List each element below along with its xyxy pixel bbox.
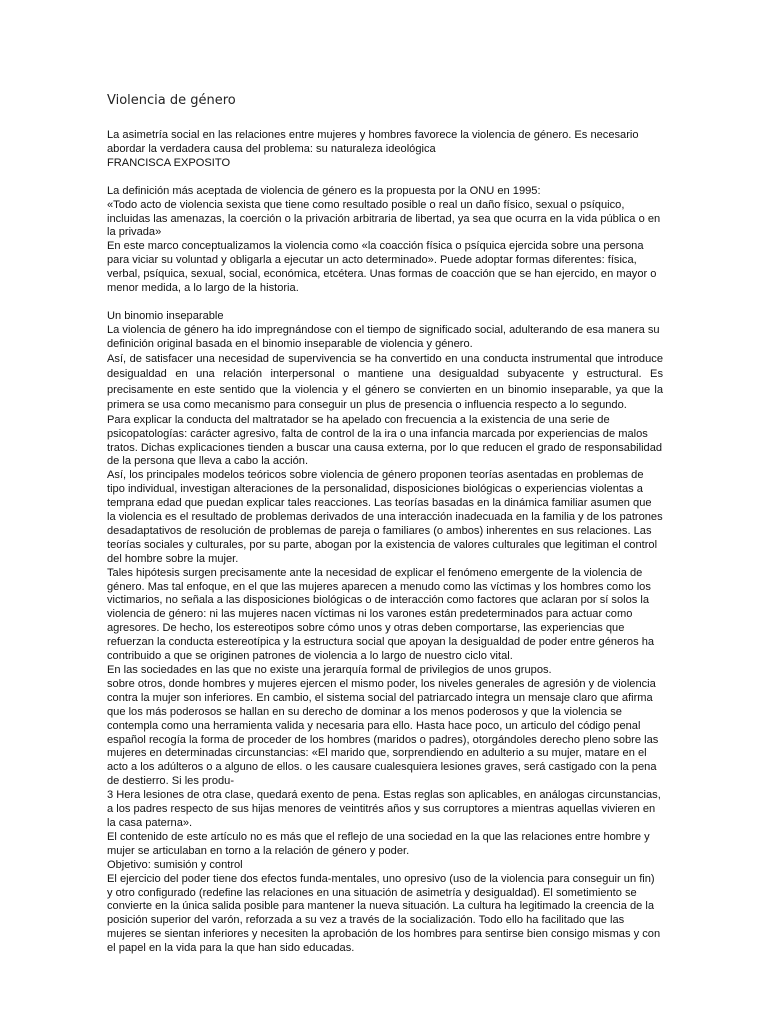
body-paragraph: Tales hipótesis surgen precisamente ante la necesidad de explicar el fenómeno emergente de la violencia de género. Mas tal enfoque, en el que las mujeres aparecen a menudo como las víctimas y los hombres como los victimarios, no señala a las disposiciones biológicas o de interacción como factores que aclaran por sí solos la violencia de género: ni las mujeres nacen víctimas ni los varones están predeterminados para actuar como agresores. De hecho, los estereotipos sobre cómo unos y otras deben comportarse, las experiencias que refuerzan la conducta estereotípica y la estructura social que apoyan la desigualdad de poder entre géneros ha contribuido a que se originen patrones de violencia a lo largo de nuestro ciclo vital.: [107, 566, 655, 663]
body-paragraph: Así, los principales modelos teóricos sobre violencia de género proponen teorías asentadas en problemas de tipo individual, investigan alteraciones de la personalidad, disposiciones biológicas o experiencias violentas a temprana edad que puedan explicar tales reacciones. Las teorías basadas en la dinámica familiar asumen que la violencia es el resultado de problemas derivados de una interacción inadecuada en la familia y de los patrones desadaptativos de resolución de problemas de pareja o familiares (o ambos) inherentes en sus relaciones. Las teorías sociales y culturales, por su parte, abogan por la existencia de valores culturales que legitiman el control del hombre sobre la mujer.: [107, 469, 663, 565]
definition-lead: La definición más aceptada de violencia de género es la propuesta por la ONU en 1995:: [107, 184, 541, 197]
body-paragraph: sobre otros, donde hombres y mujeres ejercen el mismo poder, los niveles generales de agresión y de violencia contra la mujer son inferiores. En cambio, el sistema social del patriarcado integra un mensaje claro que afirma que los más poderosos se hallan en su derecho de dominar a los menos poderosos y que la violencia se contempla como una herramienta valida y necesaria para ello. Hasta hace poco, un articulo del código penal español recogía la forma de proceder de los hombres (maridos o padres), otorgándoles derecho pleno sobre las mujeres en determinadas circunstancias: «El marido que, sorprendiendo en adulterio a su mujer, matare en el acto a los adúlteros o a alguno de ellos. o les causare cualesquiera lesiones graves, será castigado con la pena de destierro. Si les produ-: [107, 677, 659, 788]
section-heading: Un binomio inseparable: [107, 309, 224, 322]
section-heading: Objetivo: sumisión y control: [107, 858, 243, 871]
body-paragraph: 3 Hera lesiones de otra clase, quedará exento de pena. Estas reglas son aplicables, en análogas circunstancias, a los padres respecto de sus hijas menores de veintitrés años y sus corruptores a mientras aquellas vivieren en la casa paterna».: [107, 789, 661, 829]
article-subtitle: La asimetría social en las relaciones entre mujeres y hombres favorece la violencia de género. Es necesario abordar la verdadera causa del problema: su naturaleza ideológica: [107, 129, 639, 155]
definition-framework: En este marco conceptualizamos la violencia como «la coacción física o psíquica ejercida sobre una persona para viciar su voluntad y obligarla a ejecutar un acto determinado». Puede adoptar formas diferentes: física, verbal, psíquica, sexual, social, económica, etcétera. Unas formas de coacción que se han ejercido, en mayor o menor medida, a lo largo de la historia.: [107, 240, 657, 295]
article-author: FRANCISCA EXPOSITO: [107, 156, 231, 169]
body-paragraph: Así, de satisfacer una necesidad de supervivencia se ha convertido en una conducta instrumental que introduce desigualdad en una relación interpersonal o mantiene una desigualdad subyacente y estructural. Es precisamente en este sentido que la violencia y el género se convierten en un binomio inseparable, ya que la primera se usa como mecanismo para conseguir un plus de presencia o influencia respecto a lo segundo.: [107, 352, 663, 412]
document-body: [107, 129, 663, 956]
document-title: Violencia de género: [107, 93, 236, 108]
body-paragraph: En las sociedades en las que no existe una jerarquía formal de privilegios de unos grupos.: [107, 664, 552, 676]
paragraph-gap: [107, 171, 663, 185]
body-paragraph: Para explicar la conducta del maltratador se ha apelado con frecuencia a la existencia de una serie de psicopatologías: carácter agresivo, falta de control de la ira o una infancia marcada por experiencias de malos tratos. Dichas explicaciones tienden a buscar una causa externa, por lo que reducen el grado de responsabilidad de la persona que lleva a cabo la acción.: [107, 413, 663, 468]
body-paragraph: La violencia de género ha ido impregnándose con el tiempo de significado social, adulterando de esa manera su definición original basada en el binomio inseparable de violencia y género.: [107, 323, 660, 350]
body-paragraph: El ejercicio del poder tiene dos efectos funda-mentales, uno opresivo (uso de la violencia para conseguir un fin) y otro configurado (redefine las relaciones en una situación de asimetría y desigualdad). El sometimiento se convierte en la única salida posible para mantener la nueva situación. La cultura ha legitimado la creencia de la posición superior del varón, reforzada a su vez a través de la socialización. Todo ello ha facilitado que las mujeres se sientan inferiores y necesiten la aprobación de los hombres para sentirse bien consigo mismas y con el papel en la vida para la que han sido educadas.: [107, 872, 661, 955]
paragraph-gap: [107, 296, 663, 310]
definition-quote: «Todo acto de violencia sexista que tiene como resultado posible o real un daño físico, sexual o psíquico, incluidas las amenazas, la coerción o la privación arbitraria de libertad, ya sea que ocurra en la vida pública o en la privada»: [107, 198, 661, 239]
body-paragraph: El contenido de este artículo no es más que el reflejo de una sociedad en la que las relaciones entre hombre y mujer se articulaban en torno a la relación de género y poder.: [107, 830, 650, 857]
